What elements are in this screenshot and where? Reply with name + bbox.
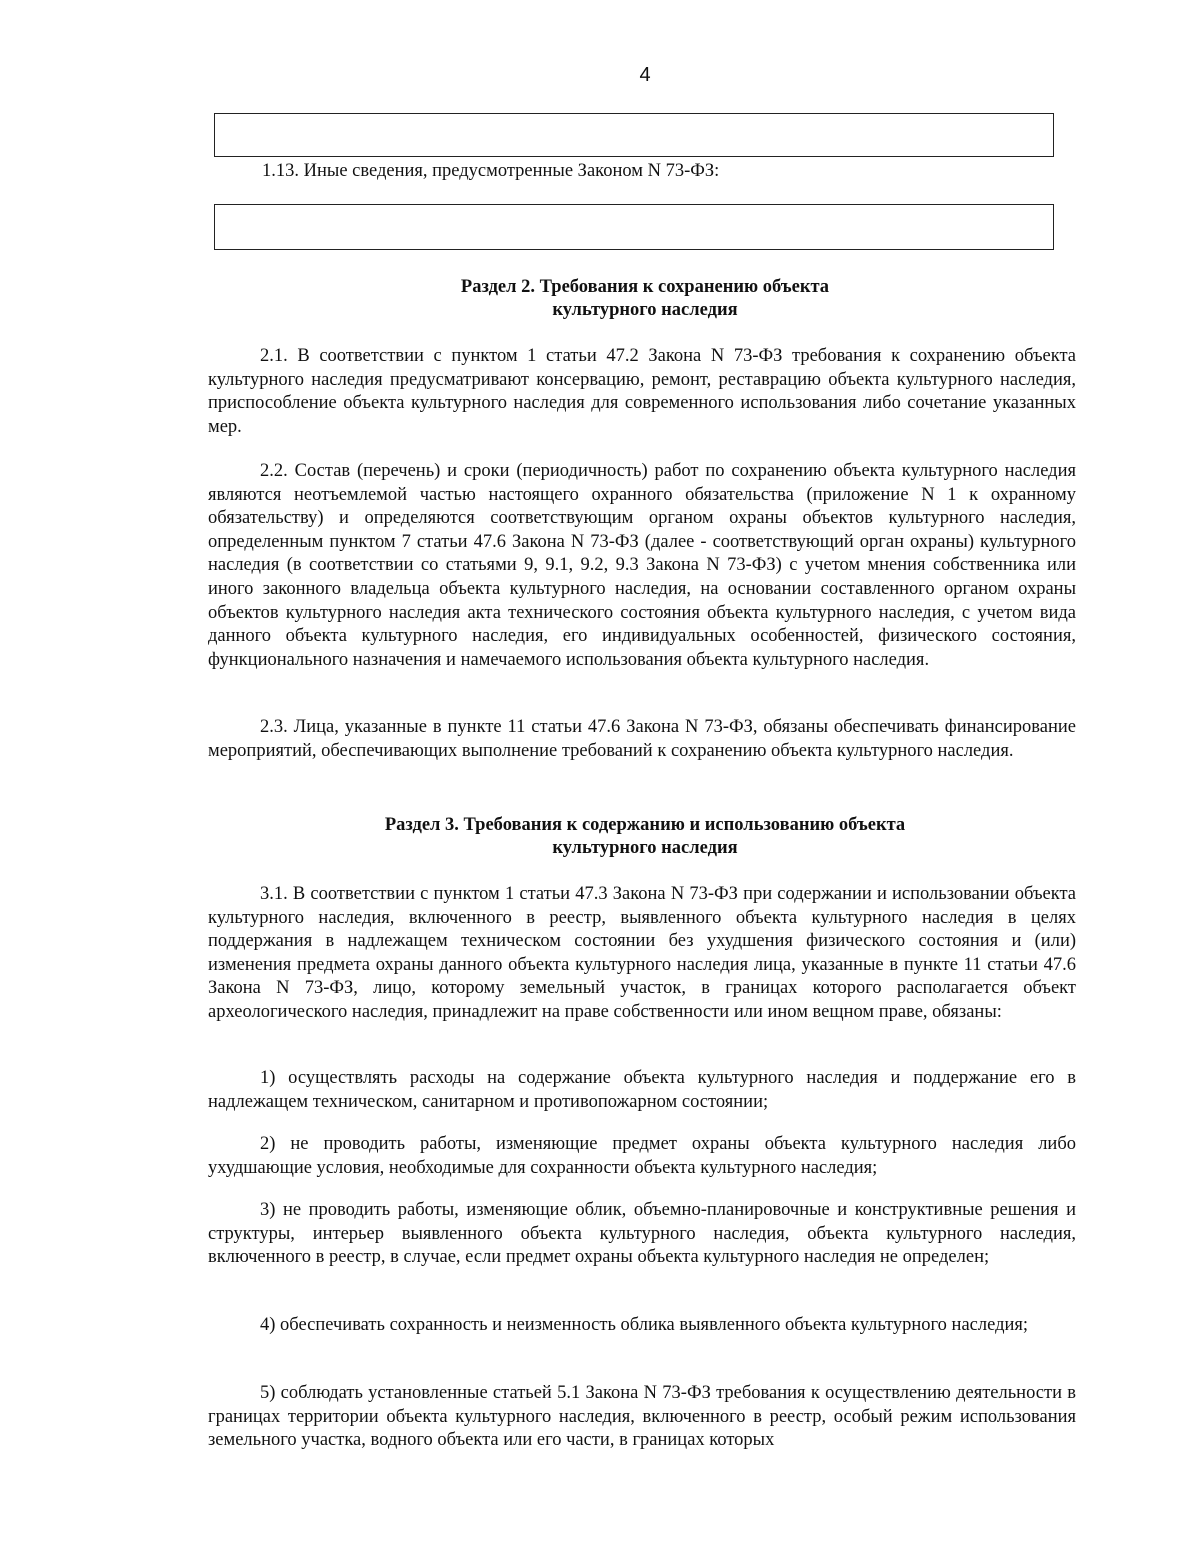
section-2-title bbox=[210, 276, 1080, 322]
list-item-1: 1) осуществлять расходы на содержание объекта культурного наследия и поддержание его в надлежащем техническом, санитарном и противопожарном состоянии; bbox=[208, 1068, 1076, 1112]
empty-field-box-1-13 bbox=[214, 204, 1054, 250]
paragraph-3-1: 3.1. В соответствии с пунктом 1 статьи 47.3 Закона N 73-ФЗ при содержании и использовании объекта культурного наследия, включенного в реестр, выявленного объекта культурного наследия в целях поддержания в надлежащем техническом состоянии без ухудшения физического состояния и (или) изменения предмета охраны данного объекта культурного наследия лица, указанные в пункте 11 статьи 47.6 Закона N 73-ФЗ, лицо, которому земельный участок, в границах которого располагается объект археологического наследия, принадлежит на праве собственности или ином вещном праве, обязаны: bbox=[208, 884, 1076, 1022]
item-1-13: 1.13. Иные сведения, предусмотренные Законом N 73-ФЗ: bbox=[262, 161, 720, 181]
paragraph-2-1: 2.1. В соответствии с пунктом 1 статьи 47.2 Закона N 73-ФЗ требования к сохранению объекта культурного наследия предусматривают консервацию, ремонт, реставрацию объекта культурного наследия, приспособление объекта культурного наследия для современного использования либо сочетание указанных мер. bbox=[208, 346, 1076, 437]
section-2-title-line1: Раздел 2. Требования к сохранению объекта bbox=[460, 277, 830, 297]
list-item-4: 4) обеспечивать сохранность и неизменность облика выявленного объекта культурного наследия; bbox=[260, 1315, 1029, 1335]
section-3-title-line2: культурного наследия bbox=[552, 838, 738, 858]
paragraph-2-2: 2.2. Состав (перечень) и сроки (периодичность) работ по сохранению объекта культурного наследия являются неотъемлемой частью настоящего охранного обязательства (приложение N 1 к охранному обязательству) и определяются соответствующим органом охраны объектов культурного наследия, определенным пунктом 7 статьи 47.6 Закона N 73-ФЗ (далее - соответствующий орган охраны) культурного наследия (в соответствии со статьями 9, 9.1, 9.2, 9.3 Закона N 73-ФЗ) с учетом мнения собственника или иного законного владельца объекта культурного наследия, на основании составленного органом охраны объектов культурного наследия акта технического состояния объекта культурного наследия, с учетом вида данного объекта культурного наследия, его индивидуальных особенностей, физического состояния, функционального назначения и намечаемого использования объекта культурного наследия. bbox=[208, 461, 1076, 670]
paragraph-2-3: 2.3. Лица, указанные в пункте 11 статьи 47.6 Закона N 73-ФЗ, обязаны обеспечивать финансирование мероприятий, обеспечивающих выполнение требований к сохранению объекта культурного наследия. bbox=[208, 717, 1076, 761]
list-item-5: 5) соблюдать установленные статьей 5.1 Закона N 73-ФЗ требования к осуществлению деятельности в границах территории объекта культурного наследия, включенного в реестр, особый режим использования земельного участка, водного объекта или его части, в границах которых bbox=[208, 1383, 1076, 1451]
section-3-title-line1: Раздел 3. Требования к содержанию и использованию объекта bbox=[384, 815, 906, 835]
page-number: 4 bbox=[639, 64, 651, 86]
empty-field-box-top bbox=[214, 113, 1054, 157]
section-3-title bbox=[210, 814, 1080, 860]
list-item-3: 3) не проводить работы, изменяющие облик, объемно-планировочные и конструктивные решения и структуры, интерьер выявленного объекта культурного наследия, объекта культурного наследия, включенного в реестр, в случае, если предмет охраны объекта культурного наследия не определен; bbox=[208, 1200, 1076, 1268]
list-item-2: 2) не проводить работы, изменяющие предмет охраны объекта культурного наследия либо ухудшающие условия, необходимые для сохранности объекта культурного наследия; bbox=[208, 1134, 1076, 1178]
section-2-title-line2: культурного наследия bbox=[552, 300, 738, 320]
